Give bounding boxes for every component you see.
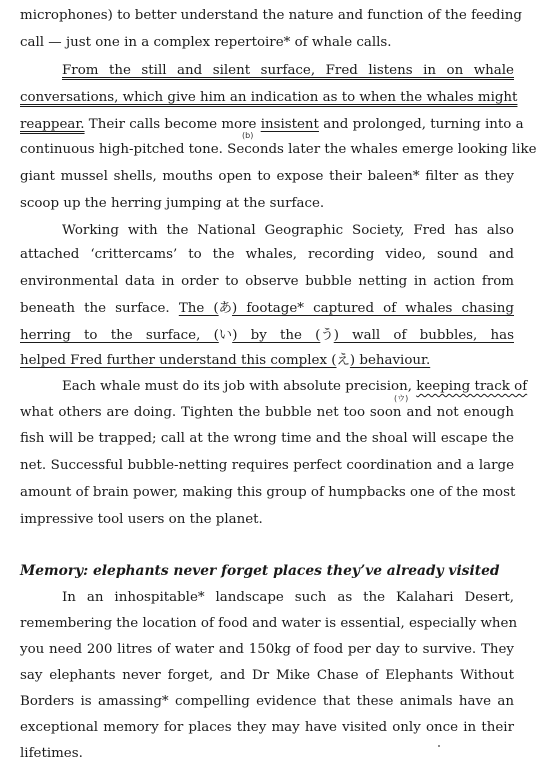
p3-line-6-a: helped Fred further understand this complex ( bbox=[20, 353, 337, 368]
p5-line-7: lifetimes. bbox=[20, 746, 83, 761]
p3-line-6-b: ) behaviour. bbox=[349, 353, 431, 368]
marker-u: (ウ) bbox=[394, 394, 409, 403]
p3-line-5-underlined bbox=[20, 327, 514, 345]
p5-line-5: Borders is amassing* compelling evidence that these animals have an bbox=[20, 694, 514, 709]
p5-line-3: you need 200 litres of water and 150kg of food per day to survive. They bbox=[20, 642, 514, 657]
p3-line-4 bbox=[20, 300, 514, 318]
p2-line-5: giant mussel shells, mouths open to expose their baleen* filter as they bbox=[20, 169, 514, 184]
p2-line-1-double-underlined: From the still and silent surface, Fred listens in on whale bbox=[62, 63, 514, 78]
blank-i: い bbox=[218, 328, 233, 343]
blank-u: う bbox=[320, 328, 334, 343]
p3-line-5-c: ) wall of bubbles, has bbox=[333, 328, 514, 343]
p3-underlined-1 bbox=[179, 301, 514, 316]
p2-line-2-double-underlined: conversations, which give him an indication as to when the whales might bbox=[20, 90, 518, 105]
p3-underlined-1b: ) footage* captured of whales chasing bbox=[232, 301, 514, 316]
p1-line-2: call — just one in a complex repertoire* of whale calls. bbox=[20, 35, 392, 50]
p5-line-6: exceptional memory for places they may have visited only once in their bbox=[20, 720, 514, 735]
p4-line-4: net. Successful bubble-netting requires perfect coordination and a large bbox=[20, 458, 514, 473]
p3-line-3: environmental data in order to observe bubble netting in action from bbox=[20, 274, 514, 289]
p3-line-6 bbox=[20, 352, 514, 370]
p2-line-3 bbox=[20, 116, 524, 134]
p2-underlined-reappear: reappear. bbox=[20, 117, 85, 132]
scan-speck bbox=[438, 745, 440, 747]
p4-line-6: impressive tool users on the planet. bbox=[20, 512, 263, 527]
p4-line-1-text: Each whale must do its job with absolute precision, bbox=[62, 379, 417, 394]
blank-e: え bbox=[336, 353, 350, 368]
blank-a: あ bbox=[218, 301, 233, 316]
p2-line-6: scoop up the herring jumping at the surface. bbox=[20, 196, 325, 211]
p1-line-1: microphones) to better understand the nature and function of the feeding bbox=[20, 8, 522, 23]
p2-line-3-text-b: and prolonged, turning into a bbox=[318, 117, 524, 132]
section-heading: Memory: elephants never forget places they’ve already visited bbox=[20, 563, 500, 579]
p4-line-5: amount of brain power, making this group of humpbacks one of the most bbox=[20, 485, 516, 500]
p4-line-3: fish will be trapped; call at the wrong time and the shoal will escape the bbox=[20, 431, 514, 446]
p3-line-5-b: ) by the ( bbox=[232, 328, 321, 343]
phrase-keeping-track-of: keeping track of bbox=[416, 379, 528, 394]
p3-line-4-text: beneath the surface. bbox=[20, 301, 179, 316]
p2-line-3-text-a: Their calls become more bbox=[84, 117, 261, 132]
word-insistent-marked: insistent bbox=[260, 117, 319, 132]
p5-line-1: In an inhospitable* landscape such as the Kalahari Desert, bbox=[62, 590, 514, 605]
p5-line-2: remembering the location of food and water is essential, especially when bbox=[20, 616, 518, 631]
p3-underlined-1a: The ( bbox=[178, 301, 219, 316]
p3-line-2: attached ‘crittercams’ to the whales, recording video, sound and bbox=[20, 247, 514, 262]
p4-line-2: what others are doing. Tighten the bubble net too soon and not enough bbox=[20, 405, 514, 420]
p3-line-1: Working with the National Geographic Society, Fred has also bbox=[62, 223, 514, 238]
p3-line-6-underlined bbox=[20, 353, 430, 368]
p3-line-5-a: herring to the surface, ( bbox=[20, 328, 219, 343]
p5-line-4: say elephants never forget, and Dr Mike Chase of Elephants Without bbox=[20, 668, 514, 683]
p4-line-1 bbox=[62, 378, 528, 396]
marker-b: (b) bbox=[242, 131, 254, 140]
p2-line-4: continuous high-pitched tone. Seconds later the whales emerge looking like bbox=[20, 142, 537, 157]
